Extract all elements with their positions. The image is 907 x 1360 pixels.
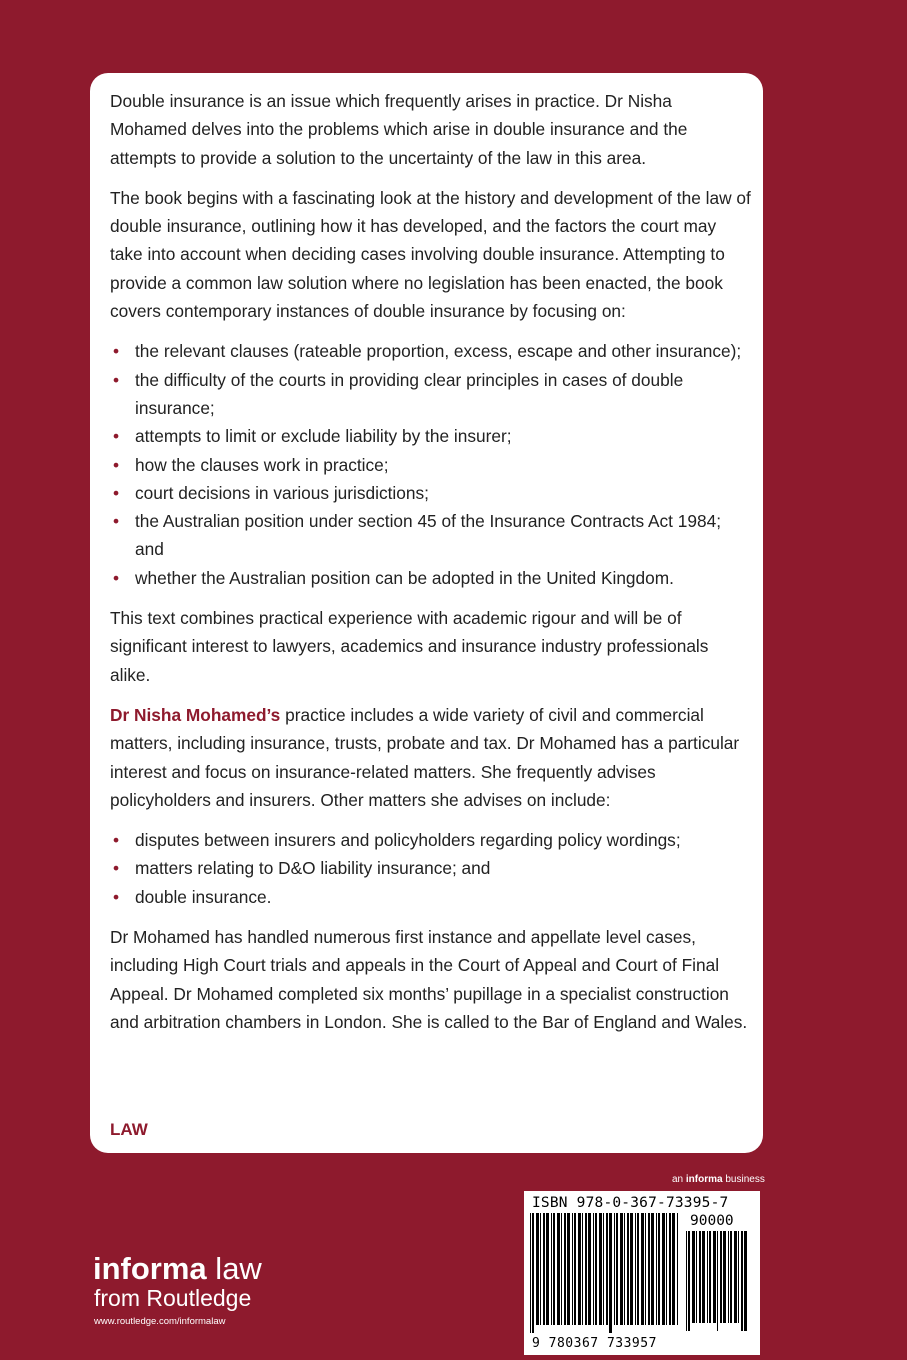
audience-paragraph: This text combines practical experience with academic rigour and will be of significant interest to lawyers, academics and insurance industry professionals alike. [110,608,709,685]
informa-business-tagline [672,1174,765,1185]
tagline-pre: an [672,1174,686,1185]
author-paragraph [110,701,753,814]
list-item: • whether the Australian position can be adopted in the United Kingdom. [110,564,753,592]
publisher-url: www.routledge.com/informalaw [94,1316,226,1327]
list-item: • the difficulty of the courts in providing clear principles in cases of double insurance; [110,366,753,423]
tagline-post: business [722,1174,765,1185]
list-item: • attempts to limit or exclude liability by the insurer; [110,422,753,450]
barcode [524,1191,760,1355]
overview-paragraph: The book begins with a fascinating look at the history and development of the law of double insurance, outlining how it has developed, and the factors the court may take into account when deciding cases involving double insurance. Attempting to provide a common law solution where no legislation has been enacted, the book covers contemporary instances of double insurance by focusing on: [110,187,751,322]
author-bio: practice includes a wide variety of civil and commercial matters, including insurance, trusts, probate and tax. Dr Mohamed has a particular interest and focus on insurance-related matters. She frequently advises policyholders and insurers. Other matters she advises on include: [110,704,740,810]
publisher-logo [93,1253,262,1285]
advice-list [110,826,753,911]
author-name: Dr Nisha Mohamed’s [110,704,281,725]
list-item: • how the clauses work in practice; [110,451,753,479]
price-code: 90000 [690,1213,734,1229]
tagline-bold: informa [685,1174,723,1185]
intro-paragraph: Double insurance is an issue which frequently arises in practice. Dr Nisha Mohamed delves into the problems which arise in double insurance and the attempts to provide a solution to the uncertainty of the law in this area. [110,91,688,168]
publisher-sub: from Routledge [94,1285,252,1311]
experience-paragraph: Dr Mohamed has handled numerous first instance and appellate level cases, including High Court trials and appeals in the Court of Appeal and Court of Final Appeal. Dr Mohamed completed six months’ pupillage in a specialist construction and arbitration chambers in London. She is called to the Bar of England and Wales. [110,927,748,1032]
list-item: • matters relating to D&O liability insurance; and [110,854,753,882]
list-item: • the Australian position under section 45 of the Insurance Contracts Act 1984; and [110,507,753,564]
list-item: • double insurance. [110,883,753,911]
ean-digits: 9 780367 733957 [532,1336,657,1351]
subject-label: LAW [110,1120,148,1139]
topics-list [110,337,753,592]
publisher-name-bold: informa [93,1251,207,1286]
list-item: • the relevant clauses (rateable proportion, excess, escape and other insurance); [110,337,753,365]
barcode-addon-bars [684,1231,754,1335]
publisher-name-light: law [206,1251,262,1286]
isbn-text: ISBN 978-0-367-73395-7 [532,1195,729,1211]
blurb-panel [90,73,763,1153]
barcode-bars [528,1213,678,1335]
list-item: • court decisions in various jurisdictions; [110,479,753,507]
list-item: • disputes between insurers and policyholders regarding policy wordings; [110,826,753,854]
